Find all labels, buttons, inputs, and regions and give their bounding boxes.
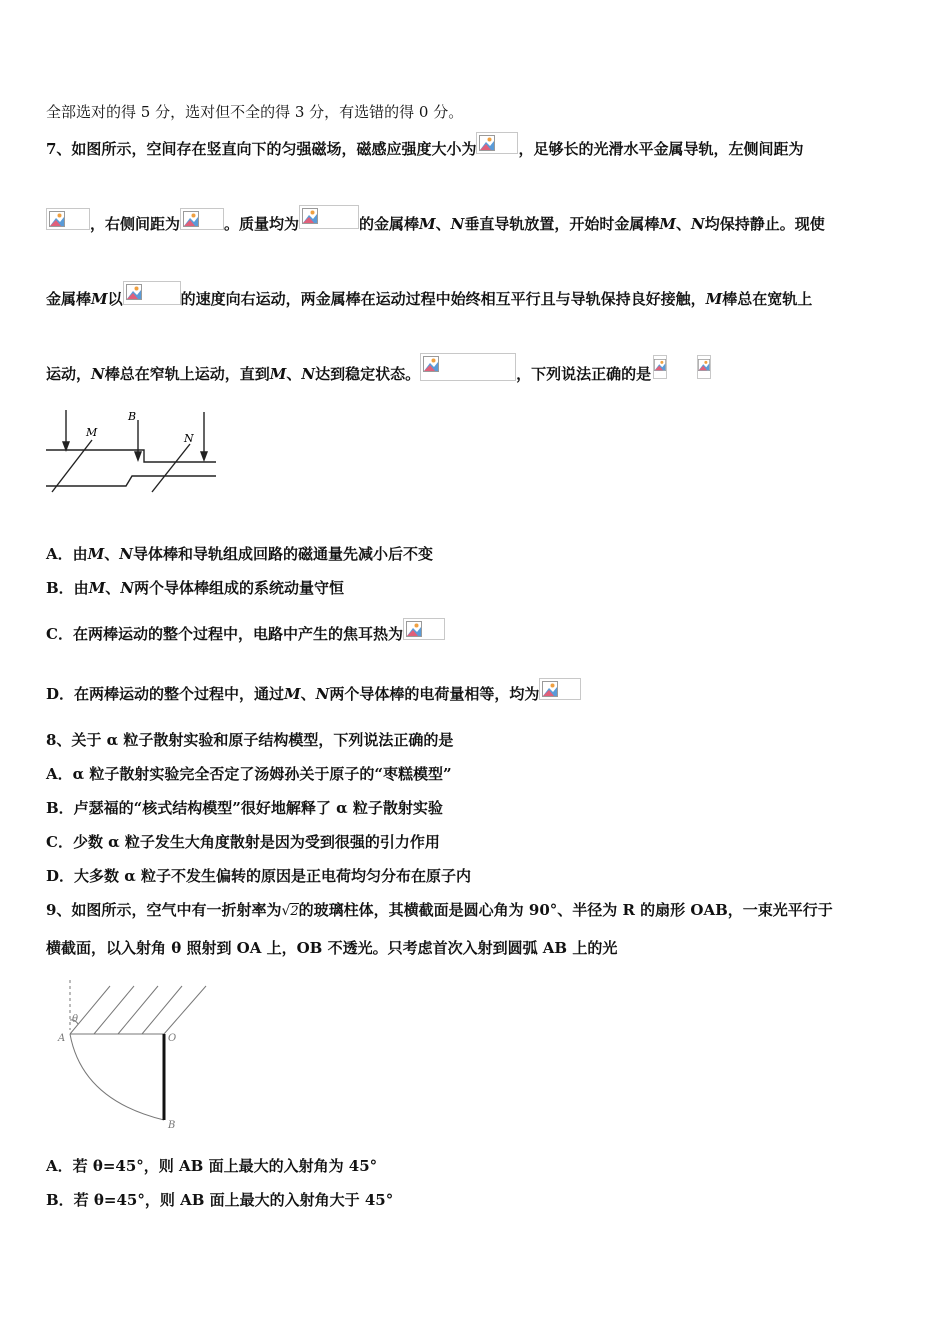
text: 7、如图所示，空间存在竖直向下的匀强磁场，磁感应强度大小为 [46, 140, 477, 158]
broken-image-icon [479, 135, 495, 151]
broken-image-icon [406, 621, 422, 637]
text: 、 [676, 215, 692, 233]
symbol-M: M [419, 215, 436, 233]
q7-line-1 [46, 139, 803, 159]
text: 、 [300, 685, 316, 703]
q9-line-2: 横截面，以入射角 θ 照射到 OA 上，OB 不透光。只考虑首次入射到圆弧 AB 上的光 [46, 939, 618, 957]
text: D．在两棒运动的整个过程中，通过 [46, 685, 285, 703]
formula-image [46, 208, 90, 230]
rail-diagram-figure [44, 406, 220, 496]
text: 垂直导轨放置，开始时金属棒 [464, 215, 660, 233]
symbol-N: N [301, 365, 316, 383]
formula-image [123, 281, 181, 305]
text: 金属棒 [46, 290, 92, 308]
formula-image [476, 132, 518, 154]
fig7-label-M: M [86, 426, 98, 439]
symbol-M: M [88, 579, 106, 597]
q7-line-2 [46, 214, 825, 234]
broken-image-icon [423, 356, 439, 372]
text: 、 [435, 215, 451, 233]
formula-image [180, 208, 224, 230]
text: 以 [107, 290, 123, 308]
text: 棒总在宽轨上 [722, 290, 813, 308]
text: 两个导体棒的电荷量相等，均为 [329, 685, 540, 703]
symbol-N: N [120, 579, 135, 597]
fig7-label-N: N [184, 432, 194, 445]
text: 的金属棒 [359, 215, 420, 233]
broken-image-icon [698, 359, 710, 371]
q8-option-d: D．大多数 α 粒子不发生偏转的原因是正电荷均匀分布在原子内 [46, 867, 471, 885]
fig9-label-B: B [168, 1120, 176, 1131]
fig9-label-O: O [168, 1033, 177, 1044]
text: B．由 [46, 579, 89, 597]
q7-option-a [46, 544, 433, 564]
q7-option-b [46, 578, 344, 598]
text: 导体棒和导轨组成回路的磁通量先减小后不变 [132, 545, 433, 563]
text: 。质量均为 [224, 215, 300, 233]
symbol-N: N [691, 215, 705, 233]
fig9-label-theta: θ [72, 1014, 79, 1025]
q8-stem: 8、关于 α 粒子散射实验和原子结构模型，下列说法正确的是 [46, 731, 454, 749]
symbol-M: M [284, 685, 301, 703]
formula-image [697, 355, 711, 379]
text: ，足够长的光滑水平金属导轨，左侧间距为 [518, 140, 804, 158]
text: 两个导体棒组成的系统动量守恒 [134, 579, 345, 597]
q9-line-1 [46, 900, 833, 922]
symbol-M: M [705, 290, 723, 308]
instruction-line: 全部选对的得 5 分，选对但不全的得 3 分，有选错的得 0 分。 [46, 103, 464, 121]
fig7-label-B: B [128, 410, 137, 423]
text: 运动， [46, 365, 92, 383]
formula-image [539, 678, 581, 700]
symbol-M: M [87, 545, 105, 563]
broken-image-icon [183, 211, 199, 227]
q8-option-c: C．少数 α 粒子发生大角度散射是因为受到很强的引力作用 [46, 833, 440, 851]
symbol-N: N [315, 685, 330, 703]
symbol-N: N [450, 215, 465, 233]
symbol-N: N [91, 365, 105, 383]
q8-option-a: A．α 粒子散射实验完全否定了汤姆孙关于原子的“枣糕模型” [46, 765, 452, 783]
text: A．由 [46, 545, 88, 563]
q7-option-d [46, 684, 581, 704]
q7-option-c [46, 624, 445, 644]
q7-line-3 [46, 289, 812, 309]
text: 均保持静止。现使 [704, 215, 825, 233]
symbol-M: M [659, 215, 677, 233]
q9-option-a: A．若 θ=45°，则 AB 面上最大的入射角为 45° [46, 1157, 378, 1175]
q8-option-b: B．卢瑟福的“核式结构模型”很好地解释了 α 粒子散射实验 [46, 799, 443, 817]
q9-option-b: B．若 θ=45°，则 AB 面上最大的入射角大于 45° [46, 1191, 394, 1209]
broken-image-icon [126, 284, 142, 300]
broken-image-icon [49, 211, 65, 227]
text: 的玻璃柱体，其横截面是圆心角为 90°、半径为 R 的扇形 OAB，一束光平行于 [298, 901, 833, 919]
formula-image [653, 355, 667, 379]
text: 的速度向右运动，两金属棒在运动过程中始终相互平行且与导轨保持良好接触， [180, 290, 706, 308]
text: 、 [104, 545, 120, 563]
symbol-M: M [91, 290, 108, 308]
symbol-N: N [119, 545, 133, 563]
text: 、 [286, 365, 302, 383]
text: 棒总在窄轨上运动，直到 [104, 365, 270, 383]
text: ，下列说法正确的是 [516, 365, 652, 383]
text: C．在两棒运动的整个过程中，电路中产生的焦耳热为 [46, 625, 403, 643]
broken-image-icon [654, 359, 666, 371]
sqrt-expression: √2 [281, 903, 299, 919]
symbol-M: M [269, 365, 287, 383]
fig9-label-A: A [58, 1033, 66, 1044]
text: ，右侧间距为 [90, 215, 181, 233]
text: 、 [105, 579, 121, 597]
broken-image-icon [302, 208, 318, 224]
broken-image-icon [542, 681, 558, 697]
text: 达到稳定状态。 [315, 365, 421, 383]
formula-image [420, 353, 516, 381]
formula-image [403, 618, 445, 640]
sqrt-radicand: 2 [290, 904, 299, 919]
formula-image [299, 205, 359, 229]
glass-sector-figure [54, 980, 224, 1132]
q7-line-4 [46, 364, 711, 384]
text: 9、如图所示，空气中有一折射率为 [46, 901, 282, 919]
